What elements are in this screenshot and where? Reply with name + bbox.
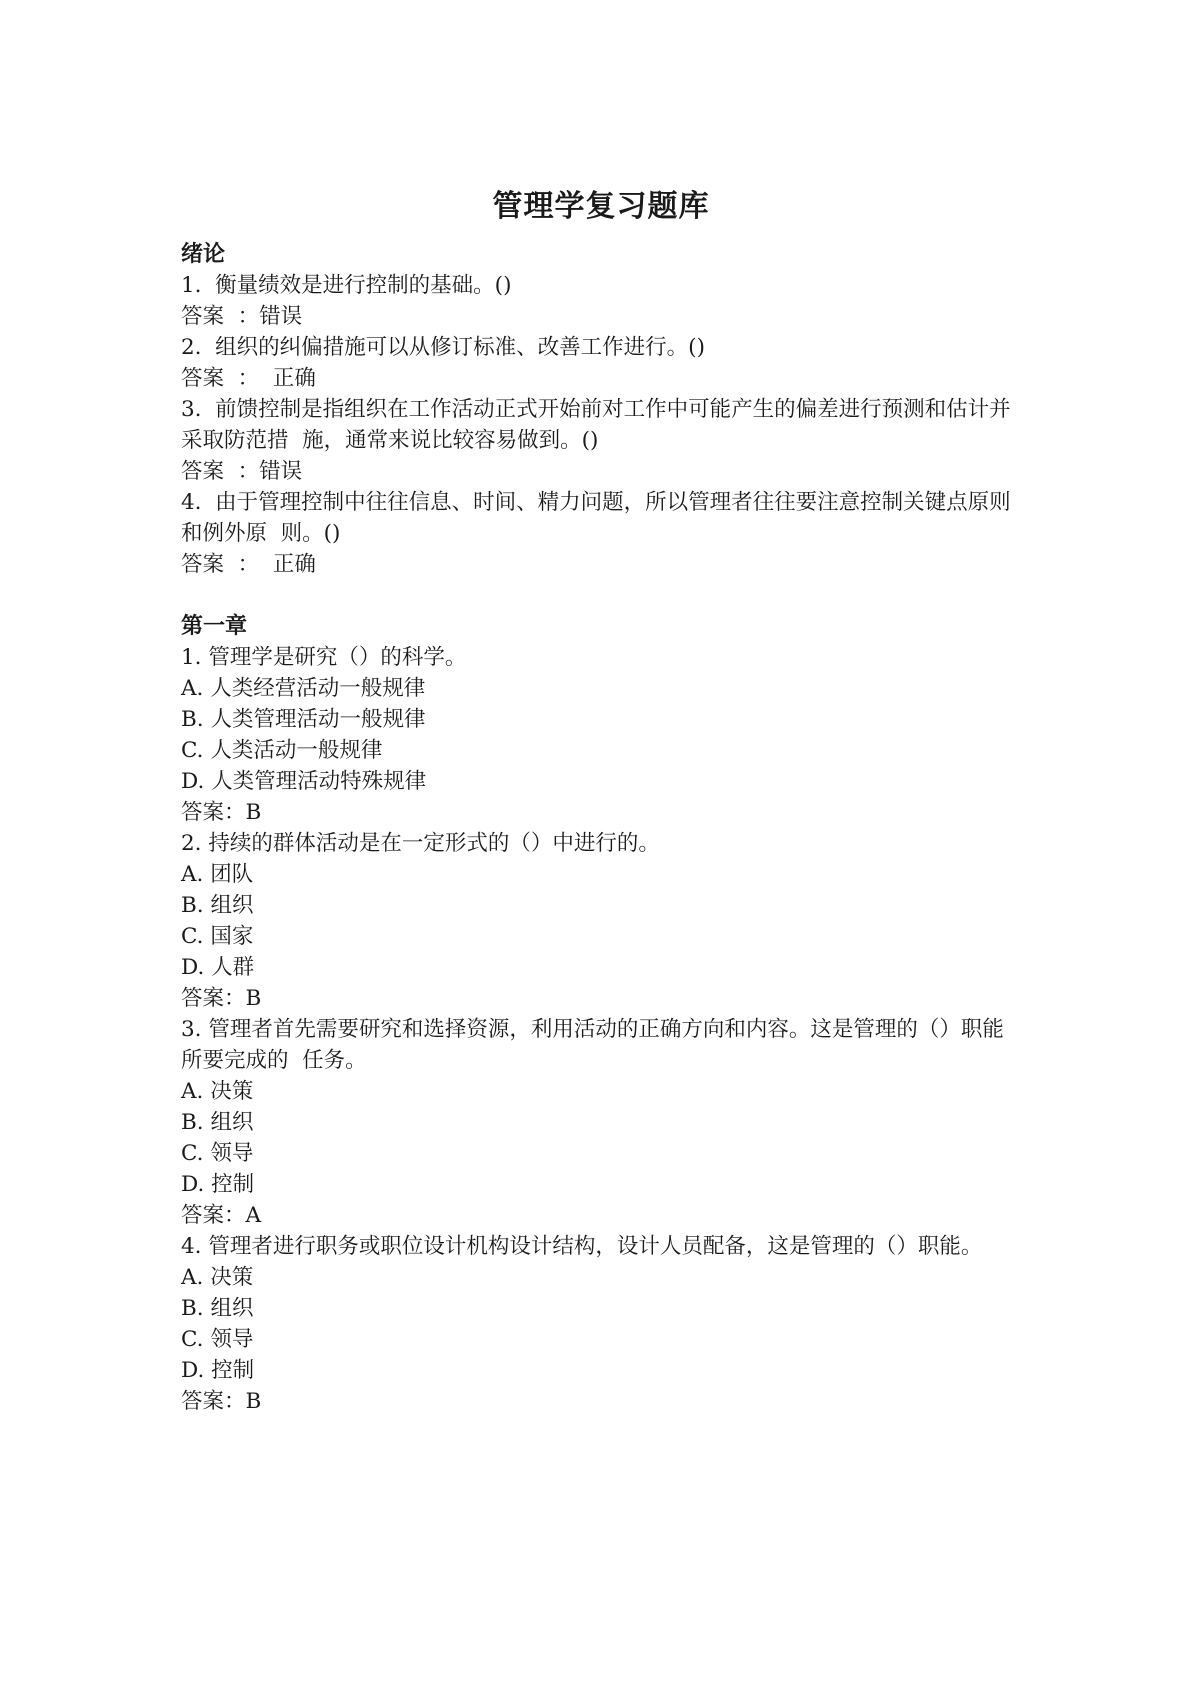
option-d: D. 人群	[181, 955, 255, 980]
option-b: B. 组织	[181, 1110, 254, 1135]
option-c: C. 领导	[181, 1141, 254, 1166]
question-item	[181, 487, 1021, 580]
option-c: C. 领导	[181, 1327, 254, 1352]
option-a: A. 人类经营活动一般规律	[181, 676, 426, 701]
document-title: 管理学复习题库	[492, 189, 710, 224]
option-d: D. 控制	[181, 1358, 255, 1383]
option-b: B. 组织	[181, 893, 254, 918]
option-c: C. 国家	[181, 924, 254, 949]
question-stem: 4. 由于管理控制中往往信息、时间、精力问题，所以管理者往往要注意控制关键点原则和例外原 则。()	[181, 490, 1011, 546]
question-stem: 2. 组织的纠偏措施可以从修订标准、改善工作进行。()	[181, 335, 705, 360]
section-intro	[181, 239, 1021, 580]
option-c: C. 人类活动一般规律	[181, 738, 383, 763]
question-stem: 4. 管理者进行职务或职位设计机构设计结构，设计人员配备，这是管理的（）职能。	[181, 1234, 983, 1259]
section-chapter-one	[181, 611, 1021, 1417]
option-a: A. 决策	[181, 1079, 254, 1104]
question-stem: 2. 持续的群体活动是在一定形式的（）中进行的。	[181, 831, 660, 856]
option-b: B. 人类管理活动一般规律	[181, 707, 426, 732]
question-stem: 1. 衡量绩效是进行控制的基础。()	[181, 273, 512, 298]
section-heading: 绪论	[181, 242, 226, 267]
question-item	[181, 1014, 1021, 1231]
question-item	[181, 270, 1021, 332]
option-b: B. 组织	[181, 1296, 254, 1321]
question-item	[181, 394, 1021, 487]
option-a: A. 团队	[181, 862, 254, 887]
section-heading: 第一章	[181, 614, 248, 639]
question-item	[181, 828, 1021, 1014]
answer-text: 答案 ： 正确	[181, 552, 316, 577]
question-stem: 3. 前馈控制是指组织在工作活动正式开始前对工作中可能产生的偏差进行预测和估计并采取防范措 施，通常来说比较容易做到。()	[181, 397, 1011, 453]
question-item	[181, 332, 1021, 394]
question-item	[181, 1231, 1021, 1417]
option-d: D. 控制	[181, 1172, 255, 1197]
section-spacer	[181, 580, 1021, 611]
answer-text: 答案：B	[181, 986, 262, 1011]
question-stem: 1. 管理学是研究（）的科学。	[181, 645, 467, 670]
answer-text: 答案：B	[181, 800, 262, 825]
answer-text: 答案：A	[181, 1203, 262, 1228]
question-item	[181, 642, 1021, 828]
answer-text: 答案 ：错误	[181, 304, 303, 329]
question-stem: 3. 管理者首先需要研究和选择资源，利用活动的正确方向和内容。这是管理的（）职能所要完成的 任务。	[181, 1017, 1004, 1073]
answer-text: 答案 ： 正确	[181, 366, 316, 391]
answer-text: 答案 ：错误	[181, 459, 303, 484]
document-page	[181, 185, 1021, 1417]
answer-text: 答案：B	[181, 1389, 262, 1414]
option-a: A. 决策	[181, 1265, 254, 1290]
option-d: D. 人类管理活动特殊规律	[181, 769, 427, 794]
